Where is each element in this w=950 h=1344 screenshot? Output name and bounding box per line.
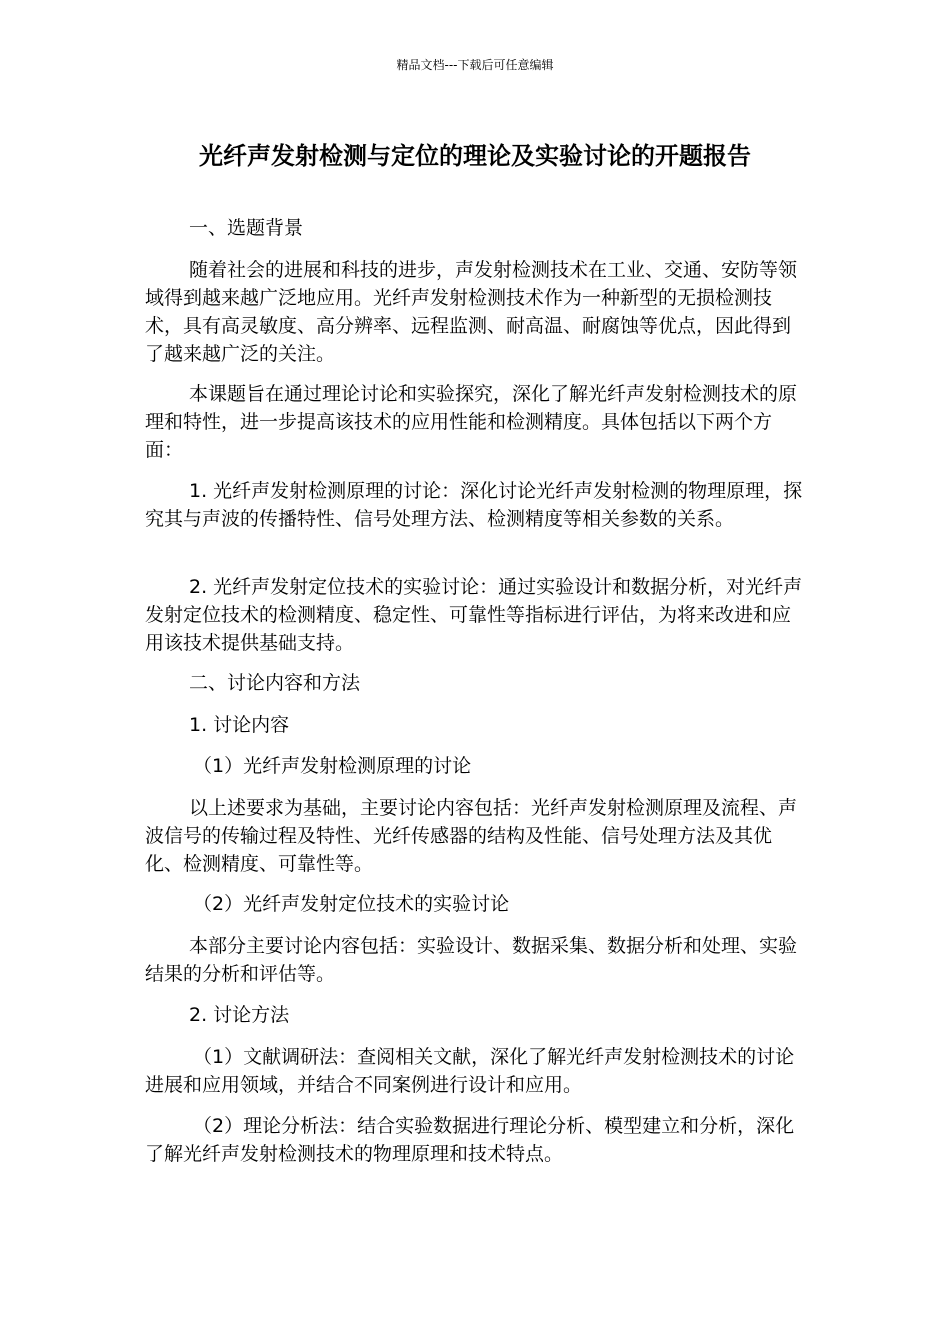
paragraph-experiment: 本部分主要讨论内容包括：实验设计、数据采集、数据分析和处理、实验结果的分析和评估等。	[145, 935, 798, 985]
subsection-heading-content: 1. 讨论内容	[189, 714, 290, 736]
paragraph-method-theory: （2）理论分析法：结合实验数据进行理论分析、模型建立和分析，深化了解光纤声发射检测技术的物理原理和技术特点。	[145, 1115, 795, 1165]
subsection-heading-methods: 2. 讨论方法	[189, 1004, 290, 1026]
subsubsection-heading-experiment: （2）光纤声发射定位技术的实验讨论	[193, 893, 510, 915]
paragraph-item-2: 2. 光纤声发射定位技术的实验讨论：通过实验设计和数据分析，对光纤声发射定位技术的检测精度、稳定性、可靠性等指标进行评估，为将来改进和应用该技术提供基础支持。	[145, 576, 803, 654]
paragraph-background-2: 本课题旨在通过理论讨论和实验探究，深化了解光纤声发射检测技术的原理和特性，进一步提高该技术的应用性能和检测精度。具体包括以下两个方面：	[145, 383, 798, 461]
paragraph-background-1: 随着社会的进展和科技的进步，声发射检测技术在工业、交通、安防等领域得到越来越广泛地应用。光纤声发射检测技术作为一种新型的无损检测技术，具有高灵敏度、高分辨率、远程监测、耐高温、耐腐蚀等优点，因此得到了越来越广泛的关注。	[145, 259, 798, 365]
section-heading-content-methods: 二、讨论内容和方法	[189, 672, 361, 694]
paragraph-item-1: 1. 光纤声发射检测原理的讨论：深化讨论光纤声发射检测的物理原理，探究其与声波的传播特性、信号处理方法、检测精度等相关参数的关系。	[145, 480, 803, 530]
section-heading-background: 一、选题背景	[189, 217, 304, 239]
subsubsection-heading-principle: （1）光纤声发射检测原理的讨论	[193, 755, 472, 777]
paragraph-method-literature: （1）文献调研法：查阅相关文献，深化了解光纤声发射检测技术的讨论进展和应用领域，并结合不同案例进行设计和应用。	[145, 1046, 795, 1096]
document-title: 光纤声发射检测与定位的理论及实验讨论的开题报告	[199, 142, 751, 170]
paragraph-principle: 以上述要求为基础，主要讨论内容包括：光纤声发射检测原理及流程、声波信号的传输过程及特性、光纤传感器的结构及性能、信号处理方法及其优化、检测精度、可靠性等。	[145, 797, 798, 875]
page-header-note: 精品文档---下载后可任意编辑	[396, 58, 554, 72]
